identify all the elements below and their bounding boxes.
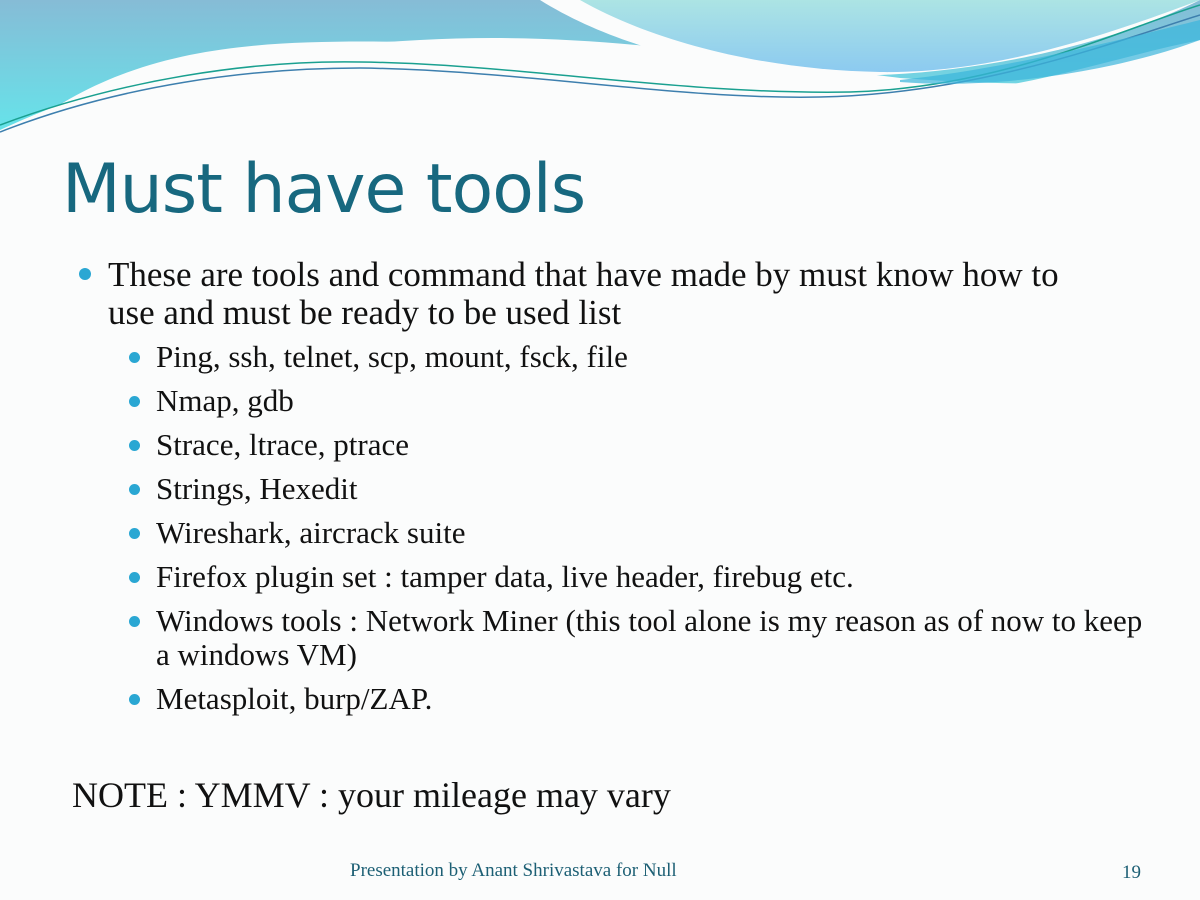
list-item: [156, 516, 1156, 550]
intro-bullet: [108, 256, 1108, 332]
list-item: [156, 340, 1156, 374]
list-item-text: Nmap, gdb: [156, 383, 294, 418]
note-text: NOTE : YMMV : your mileage may vary: [72, 775, 671, 815]
bullet-icon: [129, 396, 140, 407]
list-item-text: Windows tools : Network Miner (this tool alone is my reason as of now to keep a windows VM): [156, 603, 1143, 672]
list-item: [156, 560, 1156, 594]
footer-text: Presentation by Anant Shrivastava for Null: [350, 860, 677, 881]
slide-title: Must have tools: [62, 150, 586, 229]
list-item: [156, 604, 1156, 672]
bullet-icon: [79, 268, 91, 280]
tools-list: [156, 340, 1156, 726]
list-item-text: Metasploit, burp/ZAP.: [156, 681, 433, 716]
list-item-text: Firefox plugin set : tamper data, live header, firebug etc.: [156, 559, 854, 594]
list-item: [156, 384, 1156, 418]
bullet-icon: [129, 484, 140, 495]
intro-text: These are tools and command that have made by must know how to use and must be ready to be used list: [108, 255, 1059, 332]
list-item-text: Ping, ssh, telnet, scp, mount, fsck, file: [156, 339, 628, 374]
bullet-icon: [129, 694, 140, 705]
bullet-icon: [129, 616, 140, 627]
list-item: [156, 682, 1156, 716]
bullet-icon: [129, 440, 140, 451]
list-item-text: Strace, ltrace, ptrace: [156, 427, 409, 462]
header-wave-decoration: [0, 0, 1200, 150]
list-item-text: Wireshark, aircrack suite: [156, 515, 466, 550]
list-item: [156, 428, 1156, 462]
page-number: 19: [1122, 862, 1141, 883]
list-item-text: Strings, Hexedit: [156, 471, 358, 506]
bullet-icon: [129, 528, 140, 539]
bullet-icon: [129, 352, 140, 363]
bullet-icon: [129, 572, 140, 583]
list-item: [156, 472, 1156, 506]
